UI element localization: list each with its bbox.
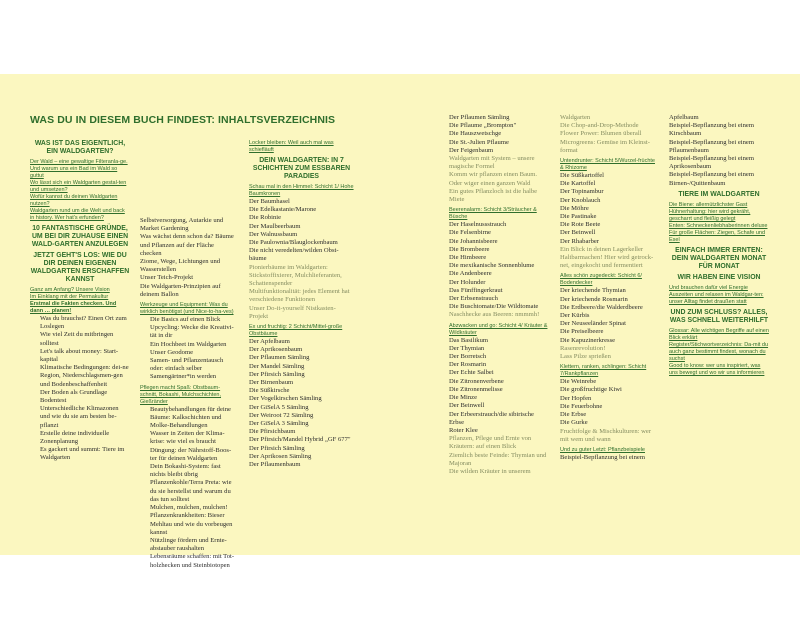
subtopic-entry: Ziemlich beste Feinde: Thymian und Majoran [449,451,547,467]
toc-entry: Die Felsenbirne [449,229,491,237]
toc-entry: Der Pflaumen Sämling [449,114,510,121]
chapter-link: Wo lässt sich ein Waldgarten gestal-ten und umsetzen? [30,180,127,193]
toc-entry: Pflanzenkohle/Terra Preta: wie du sie herstellst und warum du das tun solltest [150,479,232,503]
subtopic-entry: Rasenrevolution! [560,344,606,352]
subtopic-entry: Naschhecke aus Beeren: nmmmh! [449,311,540,319]
toc-entry: Beautybehandlungen für deine Bäume: Kalkschichten und Molke-Behandlungen [150,405,231,430]
toc-entry: Die Erdbeere/die Walderdbeere [560,303,643,311]
toc-entry: Der kriechende Rosmarin [560,295,628,303]
toc-entry: Der Pfirsich Sämling [249,370,305,378]
toc-entry: Düngung: der Nährstoff-Boos-ter für deinen Waldgarten [150,446,232,462]
toc-entry: Beispiel-Bepflanzung bei einem Aprikosenbaum [669,155,754,171]
toc-column-3 [249,140,354,469]
subtopic-entry: Waldgarten [560,114,591,121]
toc-entry: Der Aprikosenbaum [249,346,303,354]
chapter-link: Hühnerhaltung: hier wird gekräht, gescharrt und fleißig gelegt [669,208,751,222]
subtopic-entry: Lass Pilze sprießen [560,353,611,361]
subtopic-entry: Die Chop-and-Drop-Methode [560,122,639,130]
toc-entry: Der Walnussbaum [249,230,298,238]
toc-entry: Es gackert und summt: Tiere im Waldgarten [40,446,125,462]
chapter-link: Abzwacken und go: Schicht 4/ Kräuter & Wildkräuter [449,322,548,336]
toc-entry: Die Himbeere [449,254,487,262]
toc-entry: Upcycling: Wecke die Kreativi-tät in dir [150,324,234,340]
section-heading: WIR HABEN EINE VISION [677,273,761,281]
toc-entry: Die Brombeere [449,245,490,253]
toc-entry: Der Kürbis [560,312,590,320]
toc-entry: Was du brauchst? Einen Ort zum Loslegen [40,315,127,331]
subtopic-entry: Pionierbäume im Waldgarten: Stickstoffixierer, Mulchlieferanten, Schattenspender [249,263,342,288]
section-heading: 10 FANTASTISCHE GRÜNDE, UM BEI DIR ZUHAUSE EINEN WALD-GARTEN ANZULEGEN [31,225,129,248]
toc-entry: Der Haselnussstrauch [449,221,507,229]
toc-entry: Ein Hochbeet im Waldgarten [150,340,227,348]
toc-entry: Der Erbsenstrauch [449,295,498,303]
toc-entry: Der GiSelA 3 Sämling [249,420,309,428]
toc-entry: Die Zitronenmelisse [449,385,503,393]
chapter-link: Pflegen macht Spaß: Obstbaum-schnitt, Bokashi, Mulchschichten, Gießränder [140,384,222,405]
chapter-link: Klettern, ranken, schlingen: Schicht 7/Rankpflanzen [560,364,647,378]
toc-entry: Apfelbaum [669,114,699,121]
toc-entry: Der Boden als Grundlage Bodentest [40,388,108,405]
toc-entry: Die Pflaume „Brompton" [449,122,517,130]
toc-entry: Unser Teich-Projekt [140,274,194,282]
toc-entry: Beispiel-Bepflanzung bei einem Pflaumenbaum [669,138,754,154]
toc-entry: Die Pfirsichbaum [249,428,296,436]
chapter-link: Und zu guter Letzt: Pflanzbeispiele [560,446,645,453]
chapter-link: Beerenalarm: Schicht 3/Sträucher & Büsche [449,207,537,221]
toc-entry: Der Pflaumen Sämling [249,354,310,362]
toc-entry: Der Apfelbaum [249,338,290,346]
chapter-link: Alles schön zugedeckt: Schicht 6/ Bodendecker [560,273,642,287]
toc-entry: Dein Bokashi-System: fast nichts bleibt übrig [150,463,221,479]
subtopic-entry: Pflanzen, Pflege und Ernte von Kräutern: auf einen Blick [449,435,532,451]
toc-entry: Selbstversorgung, Autarkie und Market Gardening [140,217,224,233]
toc-entry: Der Echte Salbei [449,369,494,377]
toc-entry: Nützlinge fördern und Ernte-abstauber raushalten [150,536,227,553]
toc-entry: Die Kapuzinerkresse [560,336,616,344]
toc-entry: Das Basilikum [449,336,489,344]
toc-entry: Die Erbse [560,411,587,419]
toc-entry: Der Aprikosen Sämling [249,452,312,460]
toc-entry: Der kriechende Thymian [560,287,626,295]
section-heading: DEIN WALDGARTEN: IN 7 SCHICHTEN ZUM ESSBAREN PARADIES [252,157,351,180]
toc-entry: Die Waldgarten-Prinzipien auf deinem Ballon [140,282,221,298]
toc-entry: Das Fünffingerkraut [449,286,503,294]
toc-entry: Die Andenbeere [449,270,492,278]
toc-entry: Die Möhre [560,204,589,212]
toc-entry: Die Feuerbohne [560,402,603,410]
section-heading: UND ZUM SCHLUSS? ALLES, WAS SCHNELL WEITERHILFT [669,308,769,324]
toc-entry: Die Süßkartoffel [560,172,605,180]
toc-entry: Unterschiedliche Klimazonen und wie du sie am besten be-pflanzt [40,405,119,429]
toc-entry: Der Topinambur [560,188,604,196]
toc-entry: Der Maulbeerbaum [249,222,301,230]
chapter-link: Auszeiten und relaxen im Waldgar-ten: unser Alltag findet draußen statt [669,291,764,305]
subtopic-entry: Unser Do-it-yourself Nistkasten-Projekt [249,304,336,320]
toc-entry: Der Neuseeländer Spinat [560,320,626,328]
toc-entry: Die Pastinake [560,213,597,221]
chapter-link: Ex und fruchtig: 2 Schicht/Mittel-große Obstbäume [249,324,343,338]
toc-entry: Die Kartoffel [560,180,596,188]
section-heading: TIERE IM WALDGARTEN [678,190,760,198]
toc-entry: Die großfruchtige Kiwi [560,386,622,394]
toc-entry: Unser Geodome [150,348,194,356]
toc-entry: Die nicht veredelten/wilden Obst-bäume [249,247,339,263]
toc-entry: Der Weiroot 72 Sämling [249,411,314,419]
toc-entry: Wie viel Zeit du mitbringen solltest [40,331,114,347]
toc-entry: Die Edelkastanie/Marone [249,206,317,214]
chapter-link: Der Wald – eine gewaltige Filteranla-ge. Und warum uns ein Bad im Wald so guttut [30,159,128,179]
chapter-link: Ganz am Anfang? Unsere Vision [30,287,110,293]
toc-entry: Die Buschtomate/Die Wildtomate [449,303,539,311]
toc-entry: Der Feigenbaum [449,146,494,154]
toc-entry: Der Mandel Sämling [249,362,305,370]
subtopic-entry: Fruchtfolge & Mischkulturen: wer mit wem und wann [560,427,652,443]
chapter-link: Untendrunter: Schicht 5/Wurzel-früchte & Rhizome [560,158,655,172]
toc-entry: Die Robinie [249,214,282,222]
toc-entry: Die Johannisbeere [449,237,498,245]
toc-entry: Der Beinwell [449,402,485,410]
toc-entry: Was wächst denn schon da? Bäume und Pflanzen auf der Fläche checken [140,233,234,257]
chapter-link: Good to know: wer uns inspiriert, was uns bewegt und wo wir uns informieren [669,362,765,376]
toc-entry: Die Gurke [560,419,588,427]
toc-column-1 [30,140,130,463]
toc-entry: Der Hopfen [560,394,592,402]
toc-entry: Die Paulownia/Blauglockenbaum [249,239,338,247]
toc-entry: Die Preiselbeere [560,328,604,336]
toc-entry: Der Birnenbaum [249,379,294,387]
section-heading: EINFACH IMMER ERNTEN: DEIN WALDGARTEN MONAT FÜR MONAT [671,246,767,270]
toc-entry: Die mexikanische Sonnenblume [449,262,535,270]
toc-entry: Wasser in Zeiten der Klima-krise: wie viel es braucht [150,430,225,446]
toc-entry: Let's talk about money: Start-kapital [40,347,119,364]
toc-entry: Beispiel-Bepflanzung bei einem Birnen-/Quittenbaum [669,171,754,187]
toc-entry: Die Hauszwetschge [449,130,502,138]
toc-column-2 [140,217,235,570]
chapter-link: Locker bleiben: Weil auch mal was schiefläuft [249,140,334,153]
toc-entry: Die Basics auf einen Blick [150,316,221,324]
toc-entry: Die St.-Julien Pflaume [449,138,509,146]
subtopic-entry: Ein gutes Pflanzloch ist die halbe Miete [449,187,538,204]
subtopic-entry: Multifunktionalität: jedes Element hat verschiedene Funktionen [249,288,350,304]
toc-entry: Der Baumhasel [249,198,290,205]
section-heading: WAS IST DAS EIGENTLICH, EIN WALDGARTEN? [34,140,126,155]
toc-entry: Beispiel-Bepflanzung bei einem [560,453,645,461]
toc-entry: Der Holunder [449,278,486,286]
subtopic-entry: Haltbarmachen! Hier wird getrock-net, eingekocht und fermentiert [560,254,654,270]
toc-entry: Die Zitronenverbene [449,377,504,385]
toc-entry: Der Thymian [449,344,485,352]
toc-entry: Der Pflaumenbaum [249,461,301,469]
toc-entry: Samen- und Pflanzentausch oder: einfach selber Samengärtner*in werden [150,357,224,381]
section-heading: JETZT GEHT'S LOS: WIE DU DIR DEINEN EIGENEN WALDGARTEN ERSCHAFFEN KANNST [30,252,130,283]
chapter-link: Schau mal in den Himmel: Schicht 1/ Hohe Baumkronen [249,184,354,197]
toc-column-6 [669,114,769,377]
subtopic-entry: Komm wir pflanzen einen Baum. Oder wiger einen ganzen Wald [449,171,538,187]
toc-entry: Der Rosmarin [449,361,487,369]
chapter-link: Wofür kannst du deinen Waldgarten nutzen? [30,194,118,207]
toc-entry: Mulchen, mulchen, mulchen! [150,504,228,512]
chapter-link: Erstmal die Fakten checken. Und dann … planen! [30,301,117,314]
chapter-link: Register/Stichwortverzeichnis: Da-mit du auch ganz bestimmt findest, wonach du suchst [669,341,769,362]
chapter-link: Und brauchen dafür viel Energie [669,284,748,291]
chapter-link: Für große Flächen: Ziegen, Schafe und Esel [669,229,765,243]
toc-entry: Der Rhabarber [560,237,599,245]
toc-column-4 [449,114,549,476]
toc-entry: Pflanzenkrankheiten: Bieser Mehltau und wie du vorbeugen kannst [150,512,233,536]
toc-entry: Beispiel-Bepflanzung bei einem Kirschbaum [669,122,754,138]
chapter-link: Enten: Schneckenliebhaberinnen deluxe [669,222,768,229]
toc-entry: Der Vogelkirschen Sämling [249,395,322,403]
toc-column-5 [560,114,660,462]
toc-entry: Die Süßkirsche [249,387,290,395]
toc-entry: Der Pfirsich Sämling [249,444,305,452]
toc-entry: Lebensräume schaffen: mit Tot-holzhecken und Steinbiotopen [150,553,235,569]
toc-entry: Der Borretsch [449,353,487,361]
chapter-link: Werkzeuge und Equipment: Was du wirklich benötigst (und Nice-to-ha-ves) [140,302,234,316]
toc-entry: Ziome, Wege, Lichtungen und Wasserstellen [140,258,221,274]
chapter-link: Waldgarten rund um die Welt und back in history. Wer hat's erfunden? [30,208,125,221]
book-page [0,74,800,569]
toc-entry: Erstelle deine individuelle Zonenplanung [40,429,110,446]
toc-entry: Roter Klee [449,426,478,434]
subtopic-entry: Flower Power: Blumen überall [560,130,642,138]
subtopic-entry: Ein Blick in deinen Lagerkeller [560,245,644,253]
toc-entry: Die Rote Beete [560,221,601,229]
toc-entry: Der Erbeerstrauch/die sibirische Erbse [449,410,534,426]
toc-entry: Der Beinwell [560,229,596,237]
subtopic-entry: Microgreens: Gemüse im Kleinst-format [560,138,650,154]
chapter-link: Die Biene: allernützlichster Gast [669,201,748,208]
toc-entry: Die Weinrebe [560,378,597,386]
toc-entry: Klimatische Bedingungen: dei-ne Region, Niederschlagsmen-gen und Bodenbeschaffenheit [40,364,129,388]
toc-entry: Der GiSelA 5 Sämling [249,403,309,411]
subtopic-entry: Die wilden Kräuter in unserem [449,467,531,475]
toc-entry: Die Minze [449,394,478,402]
toc-entry: Der Knoblauch [560,196,601,204]
toc-entry: Der Pfirsich/Mandel Hybrid „GF 677" [249,436,351,444]
page-title: WAS DU IN DIESEM BUCH FINDEST: INHALTSVERZEICHNIS [30,114,336,126]
chapter-link: Im Einklang mit der Permakultur [30,294,109,300]
chapter-link: Glossar: Alle wichtigen Begriffe auf einen Blick erklärt [669,327,769,341]
subtopic-entry: Waldgarten mit System – unsere magische Formel [449,155,535,171]
